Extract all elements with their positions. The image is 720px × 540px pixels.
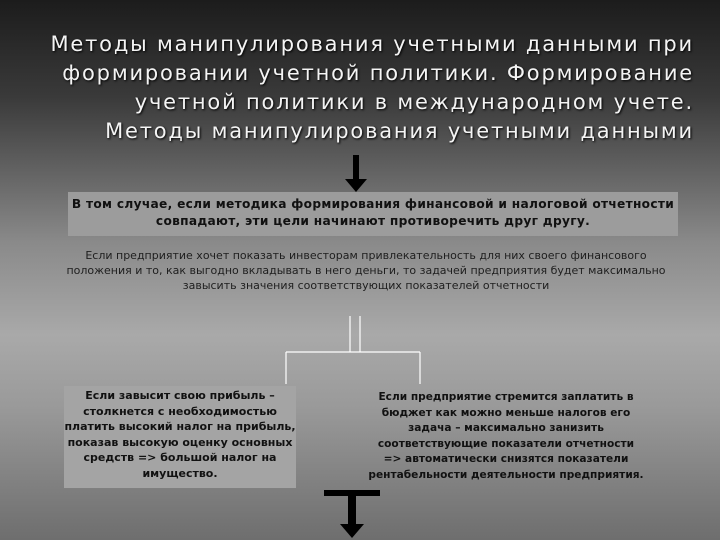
intro-box: В том случае, если методика формирования финансовой и налоговой отчетности совпадают, эти цели начинают противоречить друг другу.	[68, 192, 678, 236]
right-case-box: Если предприятие стремится заплатить в бюджет как можно меньше налогов его задача – максимально занизить соответствующие показатели отчетности => автоматически снизятся показатели рентабельности деятельности предприятия.	[368, 391, 644, 481]
bottom-arrow-icon	[324, 484, 380, 540]
left-case-box: Если завысит свою прибыль – столкнется с необходимостью платить высокий налог на прибыль, показав высокую оценку основных средств => большой налог на имущество.	[64, 386, 296, 488]
main-box: Если предприятие хочет показать инвесторам привлекательность для них своего финансового положения и то, как выгодно вкладывать в него деньги, то задачей предприятия будет максимально завысить значения соответствующих показателей отчетности	[66, 249, 666, 292]
slide-title: Методы манипулирования учетными данными при формировании учетной политики. Формирование учетной политики в международном учете. Методы манипулирования учетными данными	[50, 32, 694, 143]
